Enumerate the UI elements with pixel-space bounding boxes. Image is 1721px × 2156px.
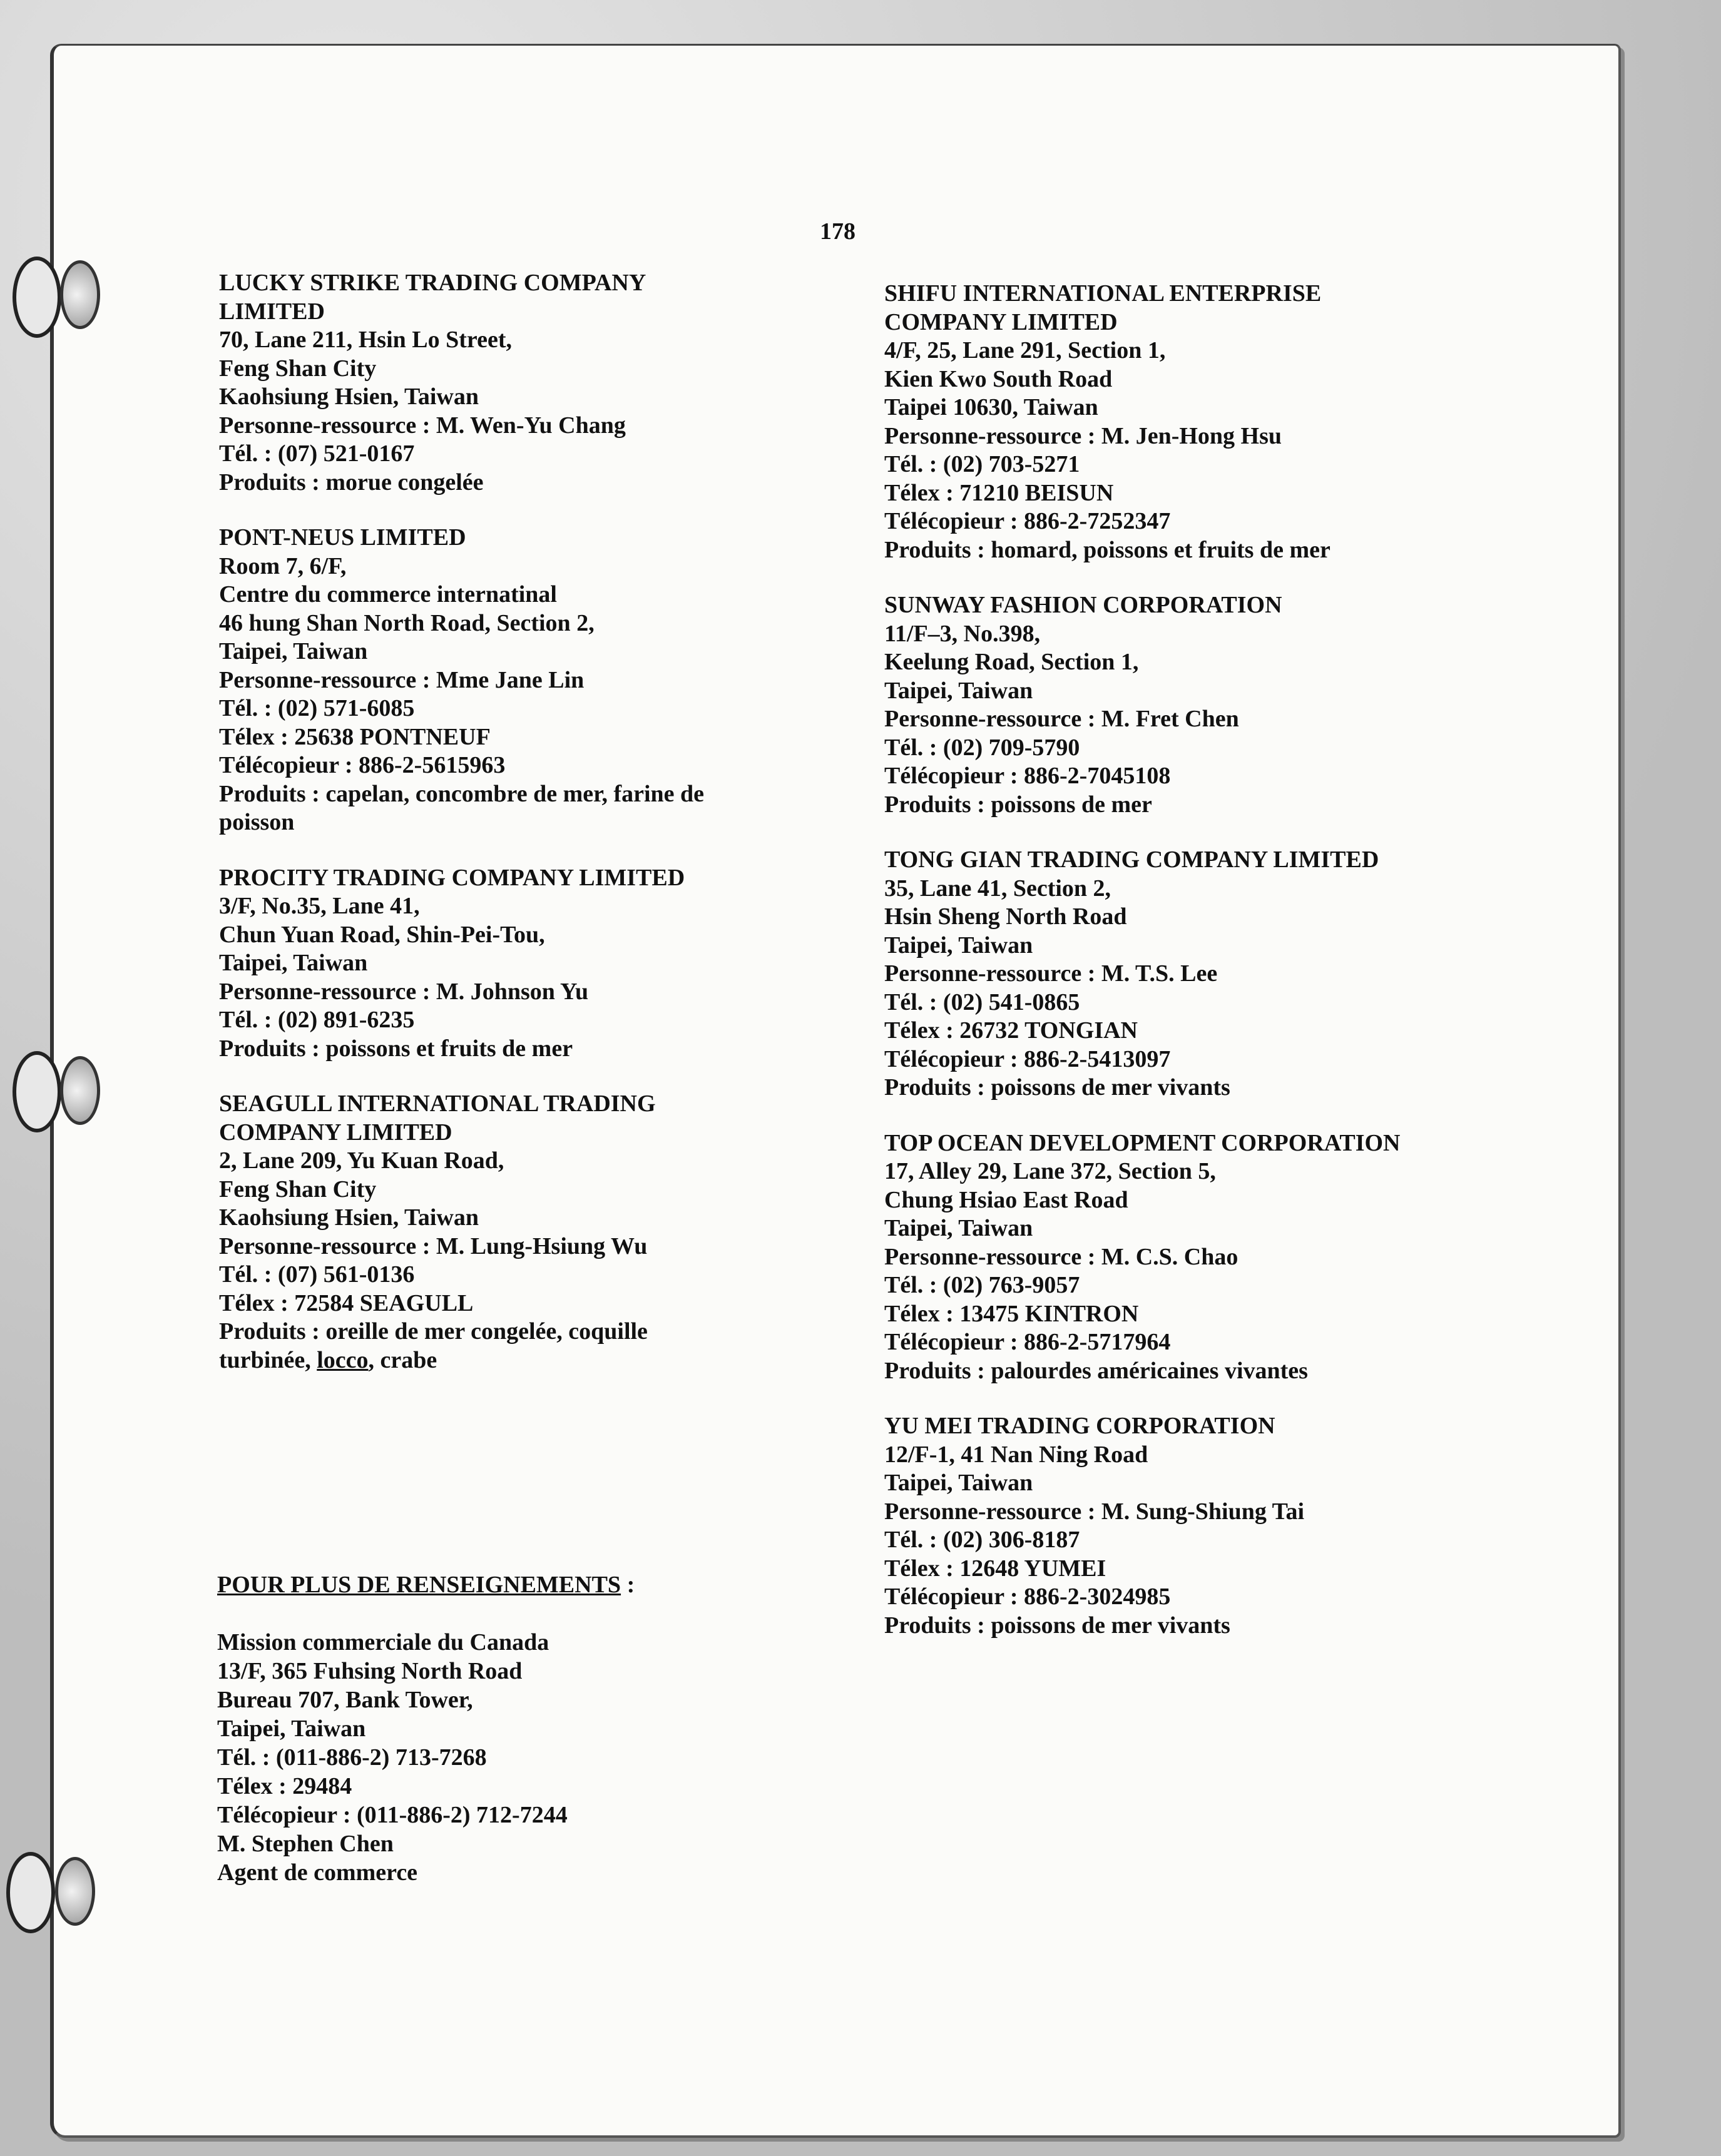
company-detail-line: Télex : 71210 BEISUN	[884, 479, 1114, 506]
company-detail-line: Télex : 26732 TONGIAN	[884, 1017, 1138, 1044]
company-name: COMPANY LIMITED	[219, 1119, 452, 1146]
company-detail-line: Produits : oreille de mer congelée, coquille	[219, 1318, 648, 1345]
company-detail-line: Produits : poissons et fruits de mer	[219, 1035, 573, 1062]
company-detail-line: Tél. : (02) 763-9057	[884, 1272, 1080, 1298]
contact-line: M. Stephen Chen	[217, 1831, 394, 1857]
right-column	[884, 280, 1510, 1667]
company-name: TOP OCEAN DEVELOPMENT CORPORATION	[884, 1129, 1401, 1156]
underlined-term: locco	[317, 1346, 369, 1373]
binder-hole-icon	[60, 260, 100, 329]
company-detail-line: Kaohsiung Hsien, Taiwan	[219, 384, 479, 410]
contact-block	[217, 1570, 843, 1887]
company-detail-line: Produits : poissons de mer	[884, 791, 1152, 818]
contact-line: 13/F, 365 Fuhsing North Road	[217, 1658, 523, 1684]
company-detail-line: 11/F–3, No.398,	[884, 620, 1041, 647]
contact-lines	[217, 1628, 843, 1887]
company-detail-line: Personne-ressource : M. T.S. Lee	[884, 960, 1218, 987]
binder-ring-icon	[13, 257, 61, 338]
company-detail-line: Personne-ressource : M. Wen-Yu Chang	[219, 412, 626, 439]
company-detail-line: Télex : 25638 PONTNEUF	[219, 723, 491, 750]
company-detail-line: Hsin Sheng North Road	[884, 903, 1127, 930]
company-detail-line: Télécopieur : 886-2-7045108	[884, 763, 1171, 789]
company-detail-line: Télécopieur : 886-2-5413097	[884, 1045, 1171, 1072]
company-detail-line: poisson	[219, 809, 295, 835]
company-entry	[219, 864, 845, 1064]
detail-text: , crabe	[368, 1346, 437, 1373]
company-detail-line: Personne-ressource : M. Lung-Hsiung Wu	[219, 1233, 648, 1259]
company-detail-line: Télex : 72584 SEAGULL	[219, 1289, 474, 1316]
company-detail-line: Tél. : (07) 561-0136	[219, 1261, 415, 1288]
binder-ring-icon	[13, 1051, 61, 1132]
company-entry	[884, 1129, 1510, 1386]
company-name: PROCITY TRADING COMPANY LIMITED	[219, 864, 685, 891]
contact-heading-line	[217, 1570, 843, 1599]
company-detail-line: Tél. : (02) 709-5790	[884, 734, 1080, 761]
contact-line: Télex : 29484	[217, 1773, 352, 1799]
company-detail-line: 70, Lane 211, Hsin Lo Street,	[219, 327, 512, 353]
binder-ring-icon	[6, 1852, 55, 1933]
company-detail-line: Taipei 10630, Taiwan	[884, 394, 1098, 420]
company-detail-line: Chun Yuan Road, Shin-Pei-Tou,	[219, 921, 545, 948]
company-detail-line: Télécopieur : 886-2-5615963	[219, 752, 506, 778]
company-detail-line: 35, Lane 41, Section 2,	[884, 875, 1111, 902]
company-detail-line: Tél. : (02) 891-6235	[219, 1007, 415, 1033]
company-name: PONT-NEUS LIMITED	[219, 524, 466, 551]
company-entry	[884, 846, 1510, 1102]
company-entry	[219, 524, 845, 837]
contact-heading-suffix: :	[621, 1572, 635, 1598]
company-detail-line: 3/F, No.35, Lane 41,	[219, 893, 420, 919]
company-detail-line: Télex : 13475 KINTRON	[884, 1300, 1139, 1327]
contact-line: Taipei, Taiwan	[217, 1716, 366, 1742]
company-detail-line: Télécopieur : 886-2-3024985	[884, 1584, 1171, 1610]
detail-text: turbinée,	[219, 1346, 317, 1373]
company-name: LUCKY STRIKE TRADING COMPANY	[219, 270, 646, 296]
company-detail-line: Produits : palourdes américaines vivantes	[884, 1357, 1308, 1384]
company-detail-line: Produits : poissons de mer vivants	[884, 1612, 1230, 1639]
company-detail-line: Tél. : (02) 541-0865	[884, 989, 1080, 1015]
company-name: SEAGULL INTERNATIONAL TRADING	[219, 1091, 656, 1117]
company-detail-line: Personne-ressource : M. Fret Chen	[884, 706, 1239, 732]
company-detail-line: Produits : capelan, concombre de mer, farine de	[219, 780, 705, 807]
company-entry	[219, 1090, 845, 1375]
company-detail-line: Télex : 12648 YUMEI	[884, 1555, 1106, 1582]
company-detail-line: Taipei, Taiwan	[219, 950, 368, 976]
company-entry	[219, 269, 845, 497]
company-detail-line: Produits : homard, poissons et fruits de mer	[884, 536, 1330, 563]
company-detail-line: Personne-ressource : M. Sung-Shiung Tai	[884, 1498, 1305, 1525]
company-detail-line: Taipei, Taiwan	[884, 1215, 1033, 1241]
company-detail-line: Tél. : (02) 703-5271	[884, 451, 1080, 477]
company-detail-line: Télécopieur : 886-2-7252347	[884, 508, 1171, 534]
binder-hole-icon	[55, 1857, 95, 1926]
company-detail-line: Keelung Road, Section 1,	[884, 649, 1139, 675]
company-detail-line: Tél. : (02) 571-6085	[219, 695, 415, 721]
contact-line: Bureau 707, Bank Tower,	[217, 1687, 473, 1713]
company-detail-line: Centre du commerce internatinal	[219, 581, 557, 608]
company-entry	[884, 280, 1510, 564]
company-detail-line: Taipei, Taiwan	[884, 677, 1033, 704]
company-name: COMPANY LIMITED	[884, 308, 1118, 335]
company-detail-line: Feng Shan City	[219, 355, 377, 382]
company-entry	[884, 1412, 1510, 1640]
company-detail-line: 2, Lane 209, Yu Kuan Road,	[219, 1147, 504, 1174]
contact-heading: POUR PLUS DE RENSEIGNEMENTS	[217, 1572, 621, 1598]
company-detail-line: Tél. : (07) 521-0167	[219, 440, 415, 467]
company-name: YU MEI TRADING CORPORATION	[884, 1413, 1275, 1439]
company-detail-line: Taipei, Taiwan	[884, 932, 1033, 959]
contact-line: Télécopieur : (011-886-2) 712-7244	[217, 1802, 568, 1828]
company-name: SHIFU INTERNATIONAL ENTERPRISE	[884, 280, 1322, 307]
company-detail-line: Produits : morue congelée	[219, 469, 484, 496]
binder-hole-icon	[60, 1056, 100, 1125]
company-detail-line: Tél. : (02) 306-8187	[884, 1527, 1080, 1553]
company-detail-line: Chung Hsiao East Road	[884, 1186, 1128, 1213]
contact-line: Tél. : (011-886-2) 713-7268	[217, 1744, 487, 1771]
company-detail-line: Feng Shan City	[219, 1176, 377, 1203]
company-name: LIMITED	[219, 298, 325, 325]
company-detail-line: Télécopieur : 886-2-5717964	[884, 1329, 1171, 1355]
company-detail-line: 17, Alley 29, Lane 372, Section 5,	[884, 1158, 1216, 1184]
left-column	[219, 269, 845, 1401]
page-number: 178	[820, 218, 855, 245]
company-entry	[884, 591, 1510, 819]
company-detail-line: 4/F, 25, Lane 291, Section 1,	[884, 337, 1166, 364]
company-detail-line: 12/F-1, 41 Nan Ning Road	[884, 1441, 1148, 1468]
company-detail-line: Room 7, 6/F,	[219, 552, 347, 579]
company-name: TONG GIAN TRADING COMPANY LIMITED	[884, 847, 1379, 873]
company-detail-line: Produits : poissons de mer vivants	[884, 1074, 1230, 1101]
company-detail-line: 46 hung Shan North Road, Section 2,	[219, 609, 595, 636]
company-detail-line: Personne-ressource : M. Jen-Hong Hsu	[884, 422, 1282, 449]
company-detail-line: Kaohsiung Hsien, Taiwan	[219, 1204, 479, 1231]
company-detail-line: Personne-ressource : M. Johnson Yu	[219, 978, 589, 1005]
company-detail-line: Taipei, Taiwan	[884, 1470, 1033, 1496]
company-detail-line: Taipei, Taiwan	[219, 638, 368, 664]
company-detail-line: Personne-ressource : M. C.S. Chao	[884, 1243, 1238, 1270]
company-detail-line: Kien Kwo South Road	[884, 365, 1113, 392]
company-name: SUNWAY FASHION CORPORATION	[884, 592, 1282, 618]
company-detail-line	[219, 1346, 845, 1375]
company-detail-line: Personne-ressource : Mme Jane Lin	[219, 666, 585, 693]
contact-line: Agent de commerce	[217, 1859, 418, 1886]
contact-line: Mission commerciale du Canada	[217, 1629, 549, 1655]
